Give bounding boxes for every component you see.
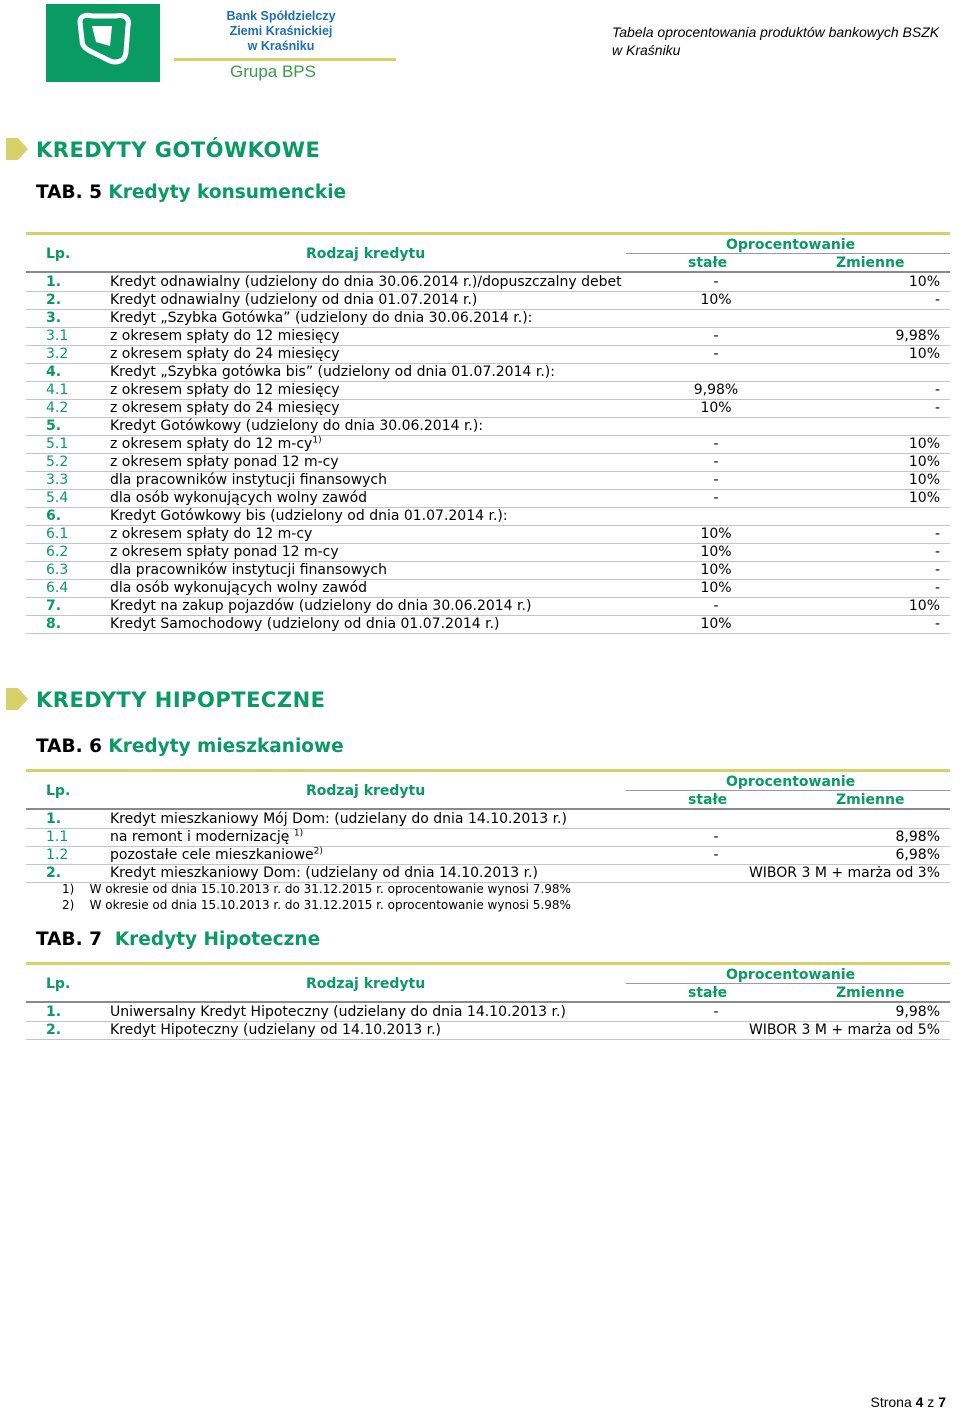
table-kredyty-mieszkaniowe [26, 769, 950, 883]
row-fixed-rate: 10% [700, 616, 732, 632]
header-lp: Lp. [46, 783, 71, 799]
row-variable-rate: 10% [908, 346, 940, 362]
row-number: 1. [46, 274, 62, 290]
row-number: 3.2 [46, 346, 69, 362]
row-credit-name: Uniwersalny Kredyt Hipoteczny (udzielany do dnia 14.10.2013 r.) [110, 1004, 566, 1020]
row-number: 2. [46, 292, 62, 308]
row-fixed-rate: - [713, 829, 719, 845]
logo-emblem-icon [46, 4, 160, 82]
row-number: 3.3 [46, 472, 69, 488]
row-credit-name: dla osób wykonujących wolny zawód [110, 490, 368, 506]
bank-name: Bank Spółdzielczy Ziemi Kraśnickiej w Kraśniku [226, 9, 336, 53]
row-variable-rate: 10% [908, 490, 940, 506]
row-variable-rate: WIBOR 3 M + marża od 3% [748, 865, 940, 881]
row-credit-name: z okresem spłaty do 12 $m-cy^{1)}$ [110, 435, 322, 452]
row-fixed-rate: - [713, 436, 719, 452]
row-variable-rate: 6,98% [895, 847, 940, 863]
row-variable-rate: - [934, 544, 940, 560]
row-fixed-rate: - [713, 328, 719, 344]
header-name: Rodzaj kredytu [306, 246, 426, 262]
row-fixed-rate: 10% [700, 544, 732, 560]
footnote-ref: 1) [293, 828, 304, 839]
table-row [26, 453, 950, 472]
row-credit-name: Kredyt Samochodowy (udzielony od dnia 01.07.2014 r.) [110, 616, 500, 632]
row-credit-name: z okresem spłaty do 24 miesięcy [110, 346, 340, 362]
table-row [26, 561, 950, 580]
row-fixed-rate: - [713, 346, 719, 362]
row-variable-rate: 10% [908, 274, 940, 290]
row-variable-rate: 10% [908, 454, 940, 470]
row-credit-name: z okresem spłaty do 12 miesięcy [110, 328, 340, 344]
table-row [26, 507, 950, 526]
table-row [26, 810, 950, 829]
row-fixed-rate: 10% [700, 292, 732, 308]
header-lp: Lp. [46, 246, 71, 262]
table-row [26, 543, 950, 562]
section-title: KREDYTY HIPOPTECZNE [36, 688, 326, 712]
row-number: 5.2 [46, 454, 69, 470]
row-number: 3. [46, 310, 62, 326]
row-number: 4.2 [46, 400, 69, 416]
row-number: 6.4 [46, 580, 69, 596]
row-variable-rate: - [934, 526, 940, 542]
row-number: 4. [46, 364, 62, 380]
footnote-1: 1) W okresie od dnia 15.10.2013 r. do 31.12.2015 r. oprocentowanie wynosi 7.98% [62, 882, 571, 896]
table-title-6: TAB. 6 Kredyty mieszkaniowe [36, 736, 344, 757]
group-name: Grupa BPS [230, 62, 316, 81]
row-variable-rate: 9,98% [895, 1004, 940, 1020]
header-rate: Oprocentowanie [726, 237, 856, 253]
row-number: 5.1 [46, 436, 69, 452]
table-row [26, 381, 950, 400]
table-row [26, 363, 950, 382]
row-number: 6.2 [46, 544, 69, 560]
row-number: 6.1 [46, 526, 69, 542]
row-credit-name: na remont i modernizację $^{1)}$ [110, 828, 304, 845]
table-kredyty-konsumenckie [26, 232, 950, 634]
row-number: 1. [46, 1004, 62, 1020]
table-title-7: TAB. 7 Kredyty Hipoteczne [36, 929, 321, 950]
header-name: Rodzaj kredytu [306, 976, 426, 992]
row-variable-rate: 8,98% [895, 829, 940, 845]
table-row [26, 309, 950, 328]
logo-divider [174, 58, 396, 61]
table-row [26, 579, 950, 598]
row-fixed-rate: 10% [700, 526, 732, 542]
row-credit-name: pozostałe cele mieszkaniowe$^{2)}$ [110, 846, 323, 863]
header-variable: Zmienne [836, 985, 905, 1001]
row-variable-rate: - [934, 580, 940, 596]
row-fixed-rate: - [713, 274, 719, 290]
bank-logo [46, 4, 160, 82]
row-number: 7. [46, 598, 62, 614]
row-credit-name: dla pracowników instytucji finansowych [110, 562, 388, 578]
table-row [26, 597, 950, 616]
row-credit-name: Kredyt Gotówkowy (udzielony do dnia 30.06.2014 r.): [110, 418, 484, 434]
table-title-5: TAB. 5 Kredyty konsumenckie [36, 182, 347, 203]
header-rate: Oprocentowanie [726, 774, 856, 790]
section-title: KREDYTY GOTÓWKOWE [36, 138, 321, 162]
footnote-2: 2) W okresie od dnia 15.10.2013 r. do 31.12.2015 r. oprocentowanie wynosi 5.98% [62, 898, 571, 912]
table-row [26, 525, 950, 544]
page-number: Strona 4 z 7 [870, 1394, 946, 1410]
row-fixed-rate: - [713, 472, 719, 488]
header-fixed: stałe [688, 792, 728, 808]
footnote-ref: 2) [313, 846, 323, 857]
row-number: 5.4 [46, 490, 69, 506]
row-number: 3.1 [46, 328, 69, 344]
row-credit-name: Kredyt na zakup pojazdów (udzielony do dnia 30.06.2014 r.) [110, 598, 532, 614]
row-credit-name: z okresem spłaty ponad 12 m-cy [110, 454, 339, 470]
row-fixed-rate: - [713, 847, 719, 863]
table-row [26, 489, 950, 508]
table-row [26, 1003, 950, 1022]
row-variable-rate: WIBOR 3 M + marża od 5% [748, 1022, 940, 1038]
row-variable-rate: - [934, 400, 940, 416]
table-row [26, 345, 950, 364]
row-number: 1. [46, 811, 62, 827]
row-credit-name: dla pracowników instytucji finansowych [110, 472, 388, 488]
row-credit-name: Kredyt odnawialny (udzielony do dnia 30.06.2014 r.)/dopuszczalny debet [110, 274, 622, 290]
header-fixed: stałe [688, 985, 728, 1001]
section-arrow-icon [6, 138, 28, 160]
row-variable-rate: 9,98% [895, 328, 940, 344]
row-credit-name: Kredyt mieszkaniowy Dom: (udzielany od dnia 14.10.2013 r.) [110, 865, 538, 881]
row-credit-name: Kredyt mieszkaniowy Mój Dom: (udzielany do dnia 14.10.2013 r.) [110, 811, 567, 827]
row-variable-rate: - [934, 292, 940, 308]
section-arrow-icon [6, 688, 28, 710]
row-fixed-rate: - [713, 598, 719, 614]
row-number: 8. [46, 616, 62, 632]
table-row [26, 435, 950, 454]
header-name: Rodzaj kredytu [306, 783, 426, 799]
row-number: 2. [46, 1022, 62, 1038]
row-credit-name: Kredyt „Szybka gotówka bis” (udzielony od dnia 01.07.2014 r.): [110, 364, 555, 380]
row-credit-name: z okresem spłaty do 24 miesięcy [110, 400, 340, 416]
row-number: 1.2 [46, 847, 69, 863]
table-row [26, 828, 950, 847]
row-variable-rate: - [934, 562, 940, 578]
row-credit-name: Kredyt „Szybka Gotówka” (udzielony do dnia 30.06.2014 r.): [110, 310, 533, 326]
table-row [26, 399, 950, 418]
row-variable-rate: 10% [908, 472, 940, 488]
row-variable-rate: 10% [908, 436, 940, 452]
table-row [26, 327, 950, 346]
row-number: 4.1 [46, 382, 69, 398]
table-row [26, 846, 950, 865]
row-fixed-rate: 10% [700, 400, 732, 416]
table-row [26, 471, 950, 490]
row-fixed-rate: - [713, 490, 719, 506]
row-credit-name: z okresem spłaty do 12 miesięcy [110, 382, 340, 398]
row-fixed-rate: 9,98% [693, 382, 739, 398]
row-credit-name: dla osób wykonujących wolny zawód [110, 580, 368, 596]
header-rate: Oprocentowanie [726, 967, 856, 983]
table-kredyty-hipoteczne [26, 962, 950, 1040]
row-variable-rate: 10% [908, 598, 940, 614]
header-variable: Zmienne [836, 792, 905, 808]
footnote-ref: 1) [312, 435, 322, 446]
table-row [26, 615, 950, 634]
row-credit-name: z okresem spłaty do 12 m-cy [110, 526, 313, 542]
row-number: 1.1 [46, 829, 69, 845]
row-credit-name: Kredyt Gotówkowy bis (udzielony od dnia 01.07.2014 r.): [110, 508, 508, 524]
row-fixed-rate: - [713, 454, 719, 470]
table-row [26, 1021, 950, 1040]
header-variable: Zmienne [836, 255, 905, 271]
row-number: 6. [46, 508, 62, 524]
row-fixed-rate: - [713, 1004, 719, 1020]
header-lp: Lp. [46, 976, 71, 992]
row-number: 6.3 [46, 562, 69, 578]
row-variable-rate: - [934, 616, 940, 632]
document-title: Tabela oprocentowania produktów bankowych BSZK w Kraśniku [612, 24, 940, 58]
row-variable-rate: - [934, 382, 940, 398]
row-number: 2. [46, 865, 62, 881]
table-row [26, 273, 950, 292]
header-fixed: stałe [688, 255, 728, 271]
table-row [26, 291, 950, 310]
row-number: 5. [46, 418, 62, 434]
row-credit-name: Kredyt Hipoteczny (udzielany od 14.10.2013 r.) [110, 1022, 442, 1038]
row-credit-name: z okresem spłaty ponad 12 m-cy [110, 544, 339, 560]
table-row [26, 417, 950, 436]
row-credit-name: Kredyt odnawialny (udzielony od dnia 01.07.2014 r.) [110, 292, 478, 308]
row-fixed-rate: 10% [700, 562, 732, 578]
row-fixed-rate: 10% [700, 580, 732, 596]
